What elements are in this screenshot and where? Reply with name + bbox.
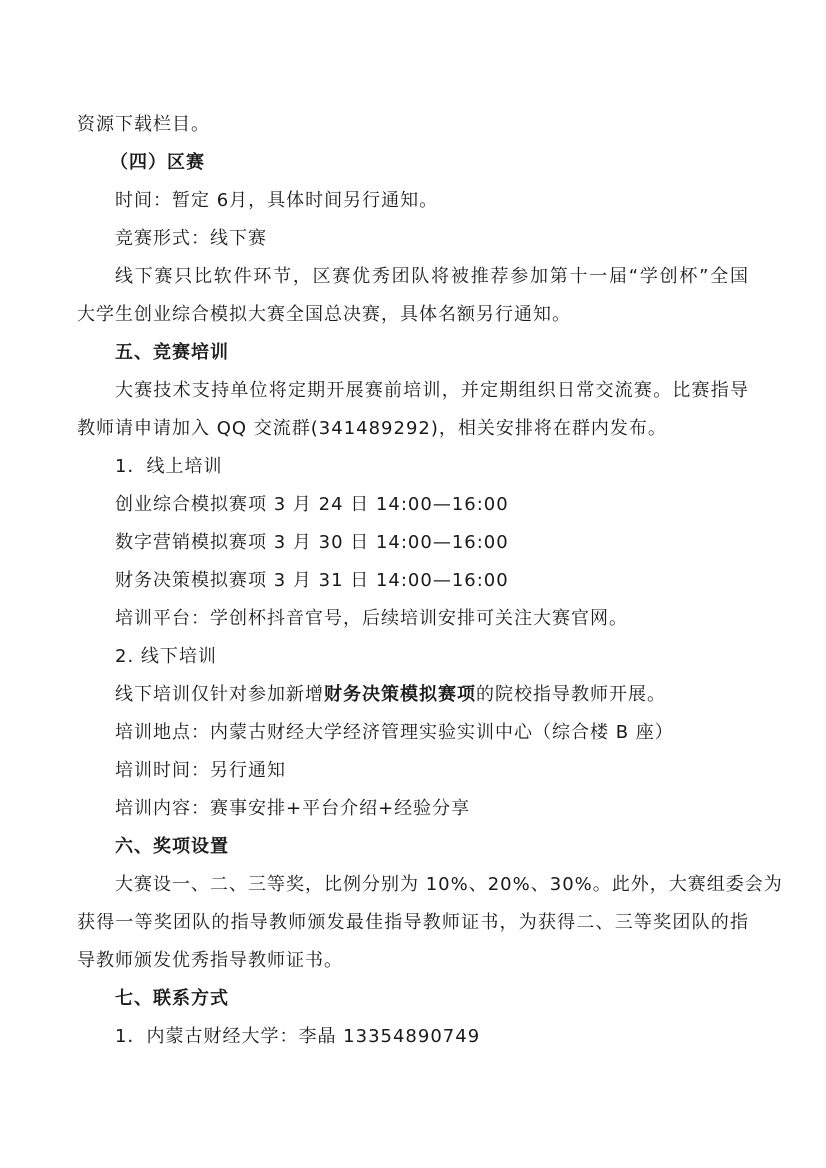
paragraph-line: 资源下载栏目。 xyxy=(77,114,210,135)
paragraph-line: 获得一等奖团队的指导教师颁发最佳指导教师证书，为获得二、三等奖团队的指 xyxy=(77,912,749,933)
paragraph-line: 培训地点：内蒙古财经大学经济管理实验实训中心（综合楼 B 座） xyxy=(115,722,674,743)
paragraph-line: 导教师颁发优秀指导教师证书。 xyxy=(77,950,343,971)
emphasis-text: 财务决策模拟赛项 xyxy=(324,684,476,705)
paragraph-line: 大学生创业综合模拟大赛全国总决赛，具体名额另行通知。 xyxy=(77,304,571,325)
list-item: 创业综合模拟赛项 3 月 24 日 14:00—16:00 xyxy=(115,494,509,515)
paragraph-line: 培训平台：学创杯抖音官号，后续培训安排可关注大赛官网。 xyxy=(115,608,628,629)
paragraph-line: 培训内容：赛事安排+平台介绍+经验分享 xyxy=(115,798,471,819)
paragraph-line: 时间：暂定 6月，具体时间另行通知。 xyxy=(115,190,439,211)
paragraph-line: 教师请申请加入 QQ 交流群(341489292)，相关安排将在群内发布。 xyxy=(77,418,667,439)
text-run: 的院校指导教师开展。 xyxy=(476,684,666,705)
section-heading: 六、奖项设置 xyxy=(115,836,229,857)
section-heading: 七、联系方式 xyxy=(115,988,229,1009)
paragraph-line: 竞赛形式：线下赛 xyxy=(115,228,267,249)
paragraph-line: 1．内蒙古财经大学：李晶 13354890749 xyxy=(115,1026,481,1047)
paragraph-line xyxy=(115,683,666,707)
paragraph-line: 培训时间：另行通知 xyxy=(115,760,286,781)
list-item: 数字营销模拟赛项 3 月 30 日 14:00—16:00 xyxy=(115,532,509,553)
list-item: 财务决策模拟赛项 3 月 31 日 14:00—16:00 xyxy=(115,570,509,591)
paragraph-line: 大赛设一、二、三等奖，比例分别为 10%、20%、30%。此外，大赛组委会为 xyxy=(115,874,783,895)
list-heading: 2. 线下培训 xyxy=(115,646,217,667)
paragraph-line: 线下赛只比软件环节，区赛优秀团队将被推荐参加第十一届“学创杯”全国 xyxy=(115,266,749,287)
paragraph-line: 大赛技术支持单位将定期开展赛前培训，并定期组织日常交流赛。比赛指导 xyxy=(115,380,749,401)
section-heading: 五、竞赛培训 xyxy=(115,342,229,363)
section-heading: （四）区赛 xyxy=(110,152,205,173)
list-heading: 1．线上培训 xyxy=(115,456,223,477)
text-run: 线下培训仅针对参加新增 xyxy=(115,684,324,705)
